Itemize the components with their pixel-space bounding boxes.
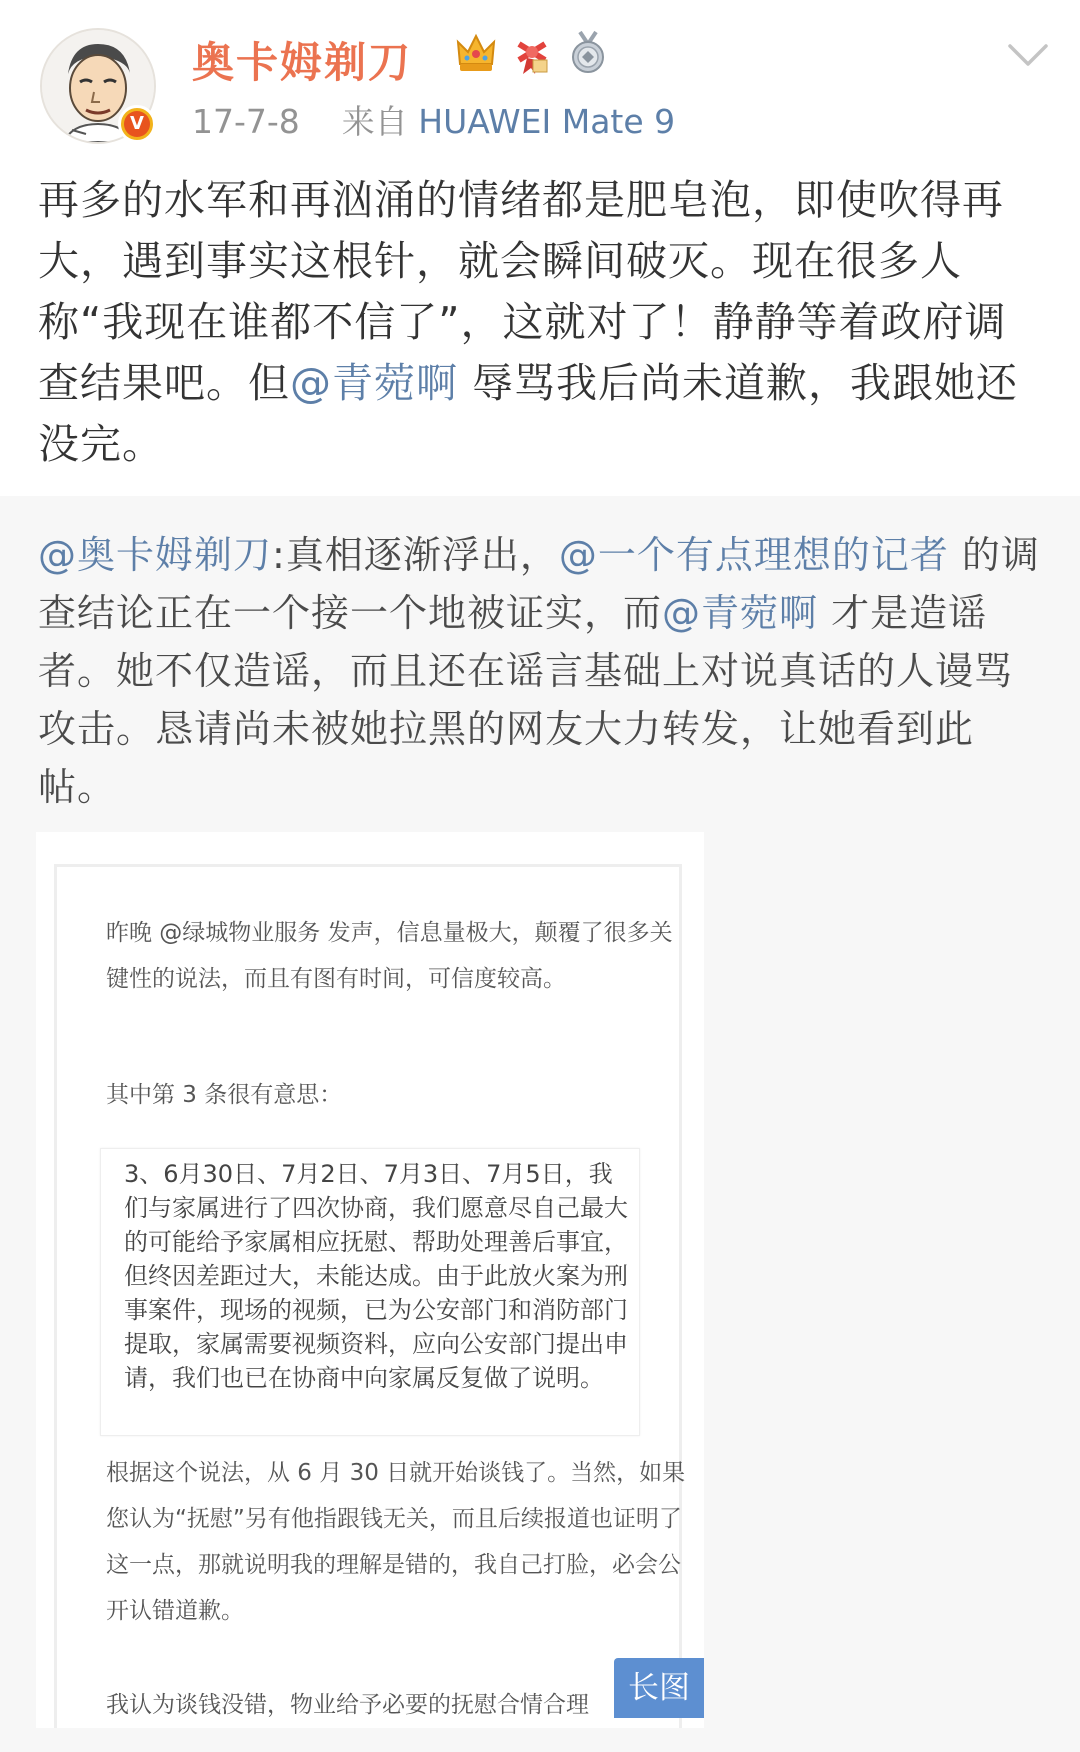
post-body [38, 170, 1048, 475]
verified-badge [118, 105, 156, 143]
mention-journalist-link[interactable]: @一个有点理想的记者 [558, 533, 949, 577]
repost-text-b: 的调查结论正在一个接一个地被证实，而 [38, 533, 1040, 635]
long-image-para4: 我认为谈钱没错，物业给予必要的抚慰合情合理 [106, 1692, 589, 1718]
post-header [0, 0, 1080, 160]
long-image[interactable] [36, 832, 704, 1728]
user-badges [455, 30, 609, 76]
repost-text-a: :真相逐渐浮出， [272, 533, 559, 577]
mention-target-link[interactable]: @青菀啊 [662, 591, 819, 635]
device-link[interactable]: HUAWEI Mate 9 [418, 102, 676, 141]
post-text-part1: 再多的水军和再汹涌的情绪都是肥皂泡，即使吹得再大，遇到事实这根针，就会瞬间破灭。现在很多人称“我现在谁都不信了”，这就对了！静静等着政府调查结果吧。但 [38, 176, 1007, 407]
quote-text: 3、6月30日、7月2日、7月3日、7月5日，我们与家属进行了四次协商，我们愿意尽自己最大的可能给予家属相应抚慰、帮助处理善后事宜，但终因差距过大，未能达成。由于此放火案为刑事案件，现场的视频，已为公安部门和消防部门提取，家属需要视频资料，应向公安部门提出申请，我们也已在协商中向家属反复做了说明。 [124, 1160, 628, 1392]
long-image-badge[interactable]: 长图 [614, 1658, 704, 1718]
post-text-part2: 辱骂我后尚未道歉，我跟她还没完。 [38, 359, 1019, 468]
repost-text-c: 才是造谣者。她不仅造谣，而且还在谣言基础上对说真话的人谩骂攻击。恳请尚未被她拉黑的网友大力转发，让她看到此帖。 [38, 591, 1014, 809]
verified-icon: V [124, 111, 150, 137]
post-meta [192, 96, 675, 143]
crown-badge-icon[interactable] [455, 30, 497, 76]
mention-author-link[interactable]: @奥卡姆剃刀 [38, 533, 273, 577]
chevron-down-icon[interactable] [1006, 40, 1050, 70]
repost-container[interactable] [0, 496, 1080, 1752]
source-prefix: 来自 [341, 102, 408, 141]
mention-link[interactable]: @青菀啊 [290, 359, 458, 407]
username[interactable]: 奥卡姆剃刀 [192, 38, 413, 87]
repost-body [38, 526, 1048, 816]
gift-badge-icon[interactable] [511, 30, 553, 76]
long-image-para1: 昨晚 @绿城物业服务 发声，信息量极大，颠覆了很多关键性的说法，而且有图有时间，可信度较高。 [106, 920, 673, 992]
medal-badge-icon[interactable] [567, 30, 609, 76]
long-image-para3: 根据这个说法，从 6 月 30 日就开始谈钱了。当然，如果您认为“抚慰”另有他指跟钱无关，而且后续报道也证明了这一点，那就说明我的理解是错的，我自己打脸，必会公开认错道歉。 [106, 1460, 686, 1624]
long-image-para2: 其中第 3 条很有意思： [106, 1082, 343, 1108]
post-date: 17-7-8 [192, 102, 300, 141]
